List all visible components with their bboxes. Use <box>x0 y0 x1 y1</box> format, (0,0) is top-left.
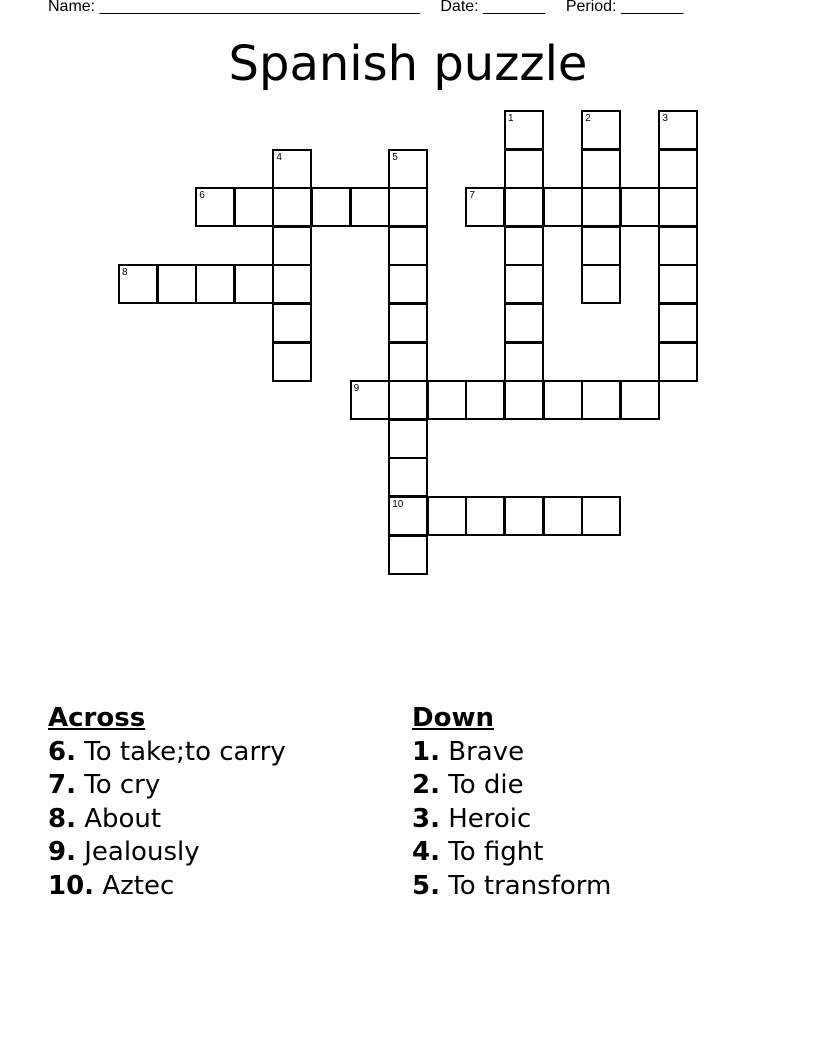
cell-number: 10 <box>392 499 404 510</box>
grid-cell[interactable] <box>658 149 698 189</box>
page-title: Spanish puzzle <box>228 36 588 92</box>
grid-cell[interactable] <box>581 496 621 536</box>
grid-cell[interactable] <box>388 457 428 497</box>
grid-cell[interactable] <box>581 187 621 227</box>
grid-cell[interactable] <box>388 342 428 382</box>
grid-cell[interactable] <box>350 380 390 420</box>
grid-cell[interactable] <box>195 264 235 304</box>
grid-cell[interactable] <box>543 187 583 227</box>
grid-cell[interactable] <box>465 496 505 536</box>
grid-cell[interactable] <box>543 496 583 536</box>
grid-cell[interactable] <box>388 380 428 420</box>
grid-cell[interactable] <box>388 419 428 459</box>
grid-cell[interactable] <box>157 264 197 304</box>
grid-cell[interactable] <box>311 187 351 227</box>
grid-cell[interactable] <box>658 303 698 343</box>
grid-cell[interactable] <box>388 535 428 575</box>
grid-cell[interactable] <box>195 187 235 227</box>
grid-cell[interactable] <box>272 187 312 227</box>
cell-number: 3 <box>662 113 668 124</box>
down-clues <box>412 702 611 903</box>
grid-cell[interactable] <box>504 226 544 266</box>
clue-across-9: 9. Jealously <box>48 837 200 867</box>
grid-cell[interactable] <box>504 496 544 536</box>
grid-cell[interactable] <box>504 149 544 189</box>
grid-cell[interactable] <box>272 264 312 304</box>
period-field: Period: _______ <box>565 0 684 15</box>
grid-cell[interactable] <box>658 342 698 382</box>
cell-number: 9 <box>353 383 360 395</box>
date-field: Date: _______ <box>440 0 546 15</box>
grid-cell[interactable] <box>272 342 312 382</box>
grid-cell[interactable] <box>350 187 390 227</box>
cell-number: 1 <box>508 113 514 124</box>
grid-cell[interactable] <box>234 264 274 304</box>
cell-number: 8 <box>122 267 128 279</box>
grid-cell[interactable] <box>272 303 312 343</box>
clue-across-8: 8. About <box>48 803 162 834</box>
cell-number: 2 <box>585 113 591 124</box>
clue-down-5: 5. To transform <box>412 870 612 901</box>
grid-cell[interactable] <box>388 187 428 227</box>
grid-cell[interactable] <box>658 187 698 227</box>
grid-cell[interactable] <box>504 342 544 382</box>
grid-cell[interactable] <box>465 380 505 420</box>
grid-cell[interactable] <box>658 110 698 150</box>
cell-number: 5 <box>392 151 398 163</box>
grid-cell[interactable] <box>118 264 158 304</box>
clue-down-1: 1. Brave <box>412 736 525 767</box>
grid-cell[interactable] <box>620 187 660 227</box>
clue-down-3: 3. Heroic <box>412 803 532 834</box>
grid-cell[interactable] <box>581 110 621 150</box>
grid-cell[interactable] <box>658 226 698 266</box>
grid-cell[interactable] <box>388 496 428 536</box>
grid-cell[interactable] <box>234 187 274 227</box>
grid-cell[interactable] <box>504 110 544 150</box>
across-clues <box>48 702 286 903</box>
grid-cell[interactable] <box>504 264 544 304</box>
cell-number: 4 <box>276 151 282 163</box>
grid-cell[interactable] <box>465 187 505 227</box>
grid-cell[interactable] <box>388 264 428 304</box>
grid-cell[interactable] <box>581 380 621 420</box>
grid-cell[interactable] <box>504 303 544 343</box>
cell-number: 7 <box>469 190 475 202</box>
name-field: Name: ____________________________________ <box>48 0 420 15</box>
cell-number: 6 <box>199 190 205 202</box>
grid-cell[interactable] <box>388 149 428 189</box>
clue-across-7: 7. To cry <box>48 770 161 800</box>
down-heading: Down <box>412 703 494 733</box>
clue-across-6: 6. To take;to carry <box>48 736 286 767</box>
grid-cell[interactable] <box>504 380 544 420</box>
grid-cell[interactable] <box>272 226 312 266</box>
clue-across-10: 10. Aztec <box>48 870 175 901</box>
grid-cell[interactable] <box>504 187 544 227</box>
grid-cell[interactable] <box>581 226 621 266</box>
grid-cell[interactable] <box>427 380 467 420</box>
grid-cell[interactable] <box>581 264 621 304</box>
grid-cell[interactable] <box>272 149 312 189</box>
grid-cell[interactable] <box>581 149 621 189</box>
grid-cell[interactable] <box>388 303 428 343</box>
grid-cell[interactable] <box>427 496 467 536</box>
grid-cell[interactable] <box>543 380 583 420</box>
clue-down-2: 2. To die <box>412 770 524 800</box>
grid-cell[interactable] <box>658 264 698 304</box>
across-heading: Across <box>48 703 146 733</box>
grid-cell[interactable] <box>388 226 428 266</box>
clue-down-4: 4. To fight <box>412 837 544 867</box>
grid-cell[interactable] <box>620 380 660 420</box>
